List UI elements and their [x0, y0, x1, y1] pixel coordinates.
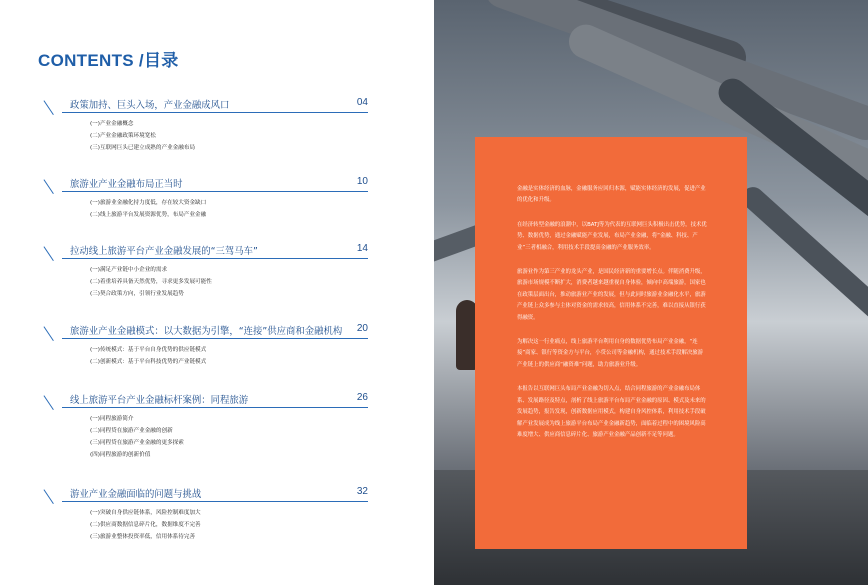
heading-slash-line [43, 246, 53, 261]
toc-page-number: 20 [356, 323, 368, 334]
toc-section-heading[interactable] [62, 392, 368, 408]
toc-subitem[interactable]: (二)创新模式：基于平台科技优势的产业链模式 [90, 359, 207, 365]
toc-subitem[interactable]: (二)同程贷在旅游产业金融的创新 [90, 428, 173, 434]
cover-photo [434, 0, 868, 585]
toc-page-number: 10 [356, 176, 368, 187]
toc-section-heading[interactable] [62, 176, 368, 192]
heading-slash-line [43, 489, 53, 504]
toc-page-number: 26 [356, 392, 368, 403]
toc-subitem-list [62, 197, 368, 221]
toc-subitem[interactable]: (二)着重培养具备天然优势，寻求更多发展可能性 [90, 279, 212, 285]
toc-page-number: 32 [356, 486, 368, 497]
toc-subitem-list [62, 413, 368, 461]
toc-section-title: 线上旅游平台产业金融标杆案例：同程旅游 [70, 395, 249, 406]
toc-section-heading[interactable] [62, 323, 368, 339]
toc-subitem[interactable]: (二)线上旅游平台发展资源优势，布局产业金融 [90, 212, 207, 218]
steel-tube [737, 183, 868, 360]
toc-subitem[interactable]: (三)契合政策方向，引领行业发展趋势 [90, 291, 184, 297]
toc-section-heading[interactable] [62, 243, 368, 259]
toc-subitem[interactable]: (二)产业金融政策环境宽松 [90, 133, 156, 139]
contents-title: CONTENTS /目录 [38, 51, 179, 70]
heading-slash-line [43, 326, 53, 341]
toc-subitem-list [62, 507, 368, 543]
toc-section [62, 323, 368, 368]
toc-section [62, 486, 368, 543]
summary-paragraph: 为解决这一行业痛点，线上旅游平台利用自身的数据优势布局产业金融，“连接”商家、银行等资金方与平台，小贷公司等金融机构，通过技术手段解决旅游产业链上的供应商“融资难”问题，助力旅游业升级。 [517, 339, 704, 368]
toc-section-heading[interactable] [62, 97, 368, 113]
toc-section-title: 拉动线上旅游平台产业金融发展的“三驾马车” [70, 246, 258, 257]
heading-slash-line [43, 395, 53, 410]
heading-slash-line [43, 100, 53, 115]
toc-section-title: 政策加持、巨头入场，产业金融成风口 [70, 100, 230, 111]
toc-subitem[interactable]: (三)旅游业整体投资率低，信用体系待完善 [90, 534, 196, 540]
toc-subitem-list [62, 118, 368, 154]
toc-page-number: 04 [356, 97, 368, 108]
toc-subitem[interactable]: (三)互联网巨头已建立成熟的产业金融布局 [90, 145, 196, 151]
toc-section-heading[interactable] [62, 486, 368, 502]
toc-subitem[interactable]: (一)同程旅游简介 [90, 416, 134, 422]
toc-subitem[interactable]: (一)满足产业链中小企业的需求 [90, 267, 168, 273]
summary-panel [475, 137, 747, 549]
toc-section-title: 旅游业产业金融布局正当时 [70, 179, 183, 190]
toc-subitem[interactable]: (二)供应商数据信息碎片化，数据维度不完善 [90, 522, 201, 528]
heading-slash-line [43, 179, 53, 194]
summary-paragraph: 在经济转型金融的浪潮中，以BATJ等为代表的互联网巨头积极出击优势，技术优势、数据优势，通过金融赋能产业发展，布局产业金融，将“金融、科技、产业”三者相融合，利用技术手段提高金融的产业服务效率。 [517, 221, 707, 251]
toc-section-title: 旅游业产业金融模式：以大数据为引擎，“连接”供应商和金融机构 [70, 326, 343, 337]
toc-section-title: 游业产业金融面临的问题与挑战 [70, 489, 202, 500]
toc-subitem[interactable]: (一)产业金融概念 [90, 121, 134, 127]
toc-subitem-list [62, 264, 368, 300]
toc-subitem[interactable]: (一)旅游业金融化持力度低，存在较大资金缺口 [90, 200, 207, 206]
toc-subitem[interactable]: (三)同程贷在旅游产业金融的更多探索 [90, 440, 184, 446]
summary-paragraph: 金融是实体经济的血脉，金融服务应回归本源，赋能实体经济的发展，促进产业的优化和升级。 [517, 186, 706, 204]
toc-subitem-list [62, 344, 368, 368]
toc-section [62, 392, 368, 461]
summary-paragraph: 旅游业作为第三产业的龙头产业，是国民经济新的重要增长点。伴随消费升级，旅游市场规模不断扩大，消费者越来越重视自身体验，倾向中高端旅游，国家也在政策层面出台，推动旅游业产业的发展，但与此同时旅游业金融化水平，旅游产业链上众多参与主体对资金的需求较高，信用体系不完善，难以直接从银行获得融资。 [517, 269, 706, 321]
summary-paragraph: 本报告以互联网巨头布局产业金融为切入点，结合同程旅游的产业金融布局体系、发展路径及特点，剖析了线上旅游平台布局产业金融的原因、模式及未来的发展趋势，报告发现，创新数据应用模式，构建自身风控体系，利用技术手段破解产业发展成为线上旅游平台布局产业金融新趋势，面临着过程中的困境风险高难度增大、供应商信息碎片化、旅游产业金融产品创新不足等问题。 [517, 386, 706, 438]
toc-section [62, 243, 368, 300]
toc-section [62, 176, 368, 221]
toc-subitem[interactable]: (一)突破自身供应链体系，风险控制难度加大 [90, 510, 201, 516]
toc-subitem[interactable]: (四)同程旅游的创新价值 [90, 452, 151, 458]
toc-section [62, 97, 368, 154]
toc-subitem[interactable]: (一)传统模式：基于平台自身优势的供应链模式 [90, 347, 207, 353]
toc-page-number: 14 [356, 243, 368, 254]
